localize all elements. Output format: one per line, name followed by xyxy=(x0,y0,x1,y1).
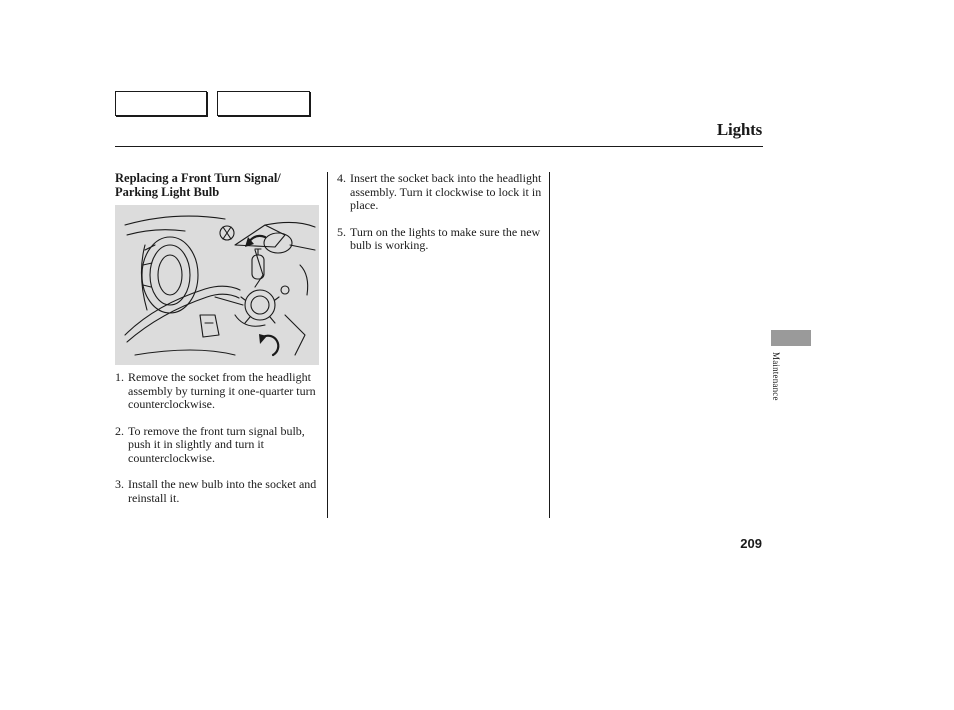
step-text: Remove the socket from the headlight assembly by turning it one-quarter turn counterclockwise. xyxy=(128,370,316,411)
step-number: 4. xyxy=(337,171,346,185)
step-text: To remove the front turn signal bulb, push it in slightly and turn it counterclockwise. xyxy=(128,423,305,465)
step-text: Install the new bulb into the socket and reinstall it. xyxy=(128,477,317,505)
step-number: 1. xyxy=(115,370,124,384)
section-heading-line: Replacing a Front Turn Signal/ xyxy=(115,171,281,185)
nav-main-menu-button[interactable] xyxy=(115,91,207,116)
title-rule xyxy=(115,146,763,147)
steps-list xyxy=(115,371,327,518)
section-heading xyxy=(115,172,325,199)
list-item xyxy=(337,172,542,213)
nav-index-button[interactable] xyxy=(217,91,310,116)
section-heading-line: Parking Light Bulb xyxy=(115,184,220,199)
side-tab-label: Maintenance xyxy=(771,352,781,401)
step-number: 5. xyxy=(337,224,346,239)
headlight-socket-figure xyxy=(115,205,319,365)
steps-list xyxy=(337,172,542,266)
list-item xyxy=(115,425,327,466)
step-text: Turn on the lights to make sure the new bulb is working. xyxy=(350,224,541,252)
step-text: Insert the socket back into the headlight assembly. Turn it clockwise to lock it in place. xyxy=(350,171,542,212)
section-side-tab[interactable] xyxy=(771,330,811,346)
headlight-socket-illustration xyxy=(115,205,319,365)
column-divider xyxy=(327,172,328,518)
list-item xyxy=(337,226,542,253)
step-number: 3. xyxy=(115,477,124,491)
column-divider xyxy=(549,172,550,518)
page-number: 209 xyxy=(740,536,762,551)
list-item xyxy=(115,371,327,412)
step-number: 2. xyxy=(115,423,124,438)
page-title: Lights xyxy=(716,120,762,139)
list-item xyxy=(115,478,327,505)
